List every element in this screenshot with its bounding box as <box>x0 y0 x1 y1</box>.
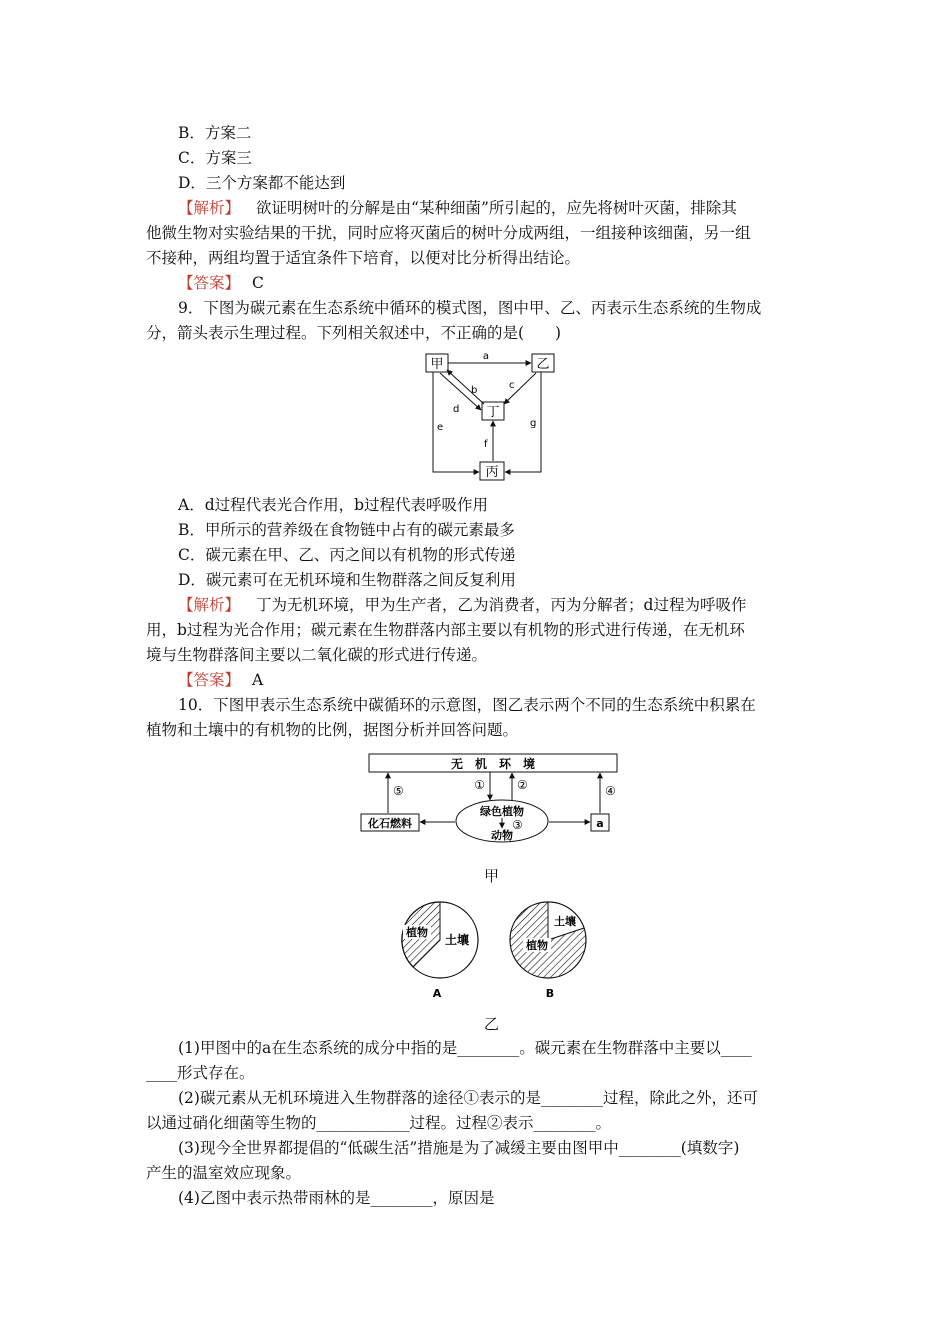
num-3: ③ <box>512 818 523 832</box>
q10-stem-line1: 10．下图甲表示生态系统中碳循环的示意图，图乙表示两个不同的生态系统中积累在 <box>178 696 756 714</box>
pie-b-soil-label: 土壤 <box>554 915 576 928</box>
fig-jia-caption: 甲 <box>484 867 500 885</box>
env-label: 无 机 环 境 <box>450 757 536 771</box>
q10-figure-jia <box>355 748 630 848</box>
q8-option-b: B．方案二 <box>178 124 252 142</box>
num-2: ② <box>517 778 528 792</box>
q9-stem-line1: 9．下图为碳元素在生态系统中循环的模式图，图中甲、乙、丙表示生态系统的生物成 <box>178 299 762 317</box>
q10-part1-line2: ____形式存在。 <box>146 1064 255 1082</box>
answer-value: A <box>252 671 264 689</box>
node-jia: 甲 <box>430 357 444 372</box>
answer-value: C <box>252 274 264 292</box>
analysis-text: 欲证明树叶的分解是由“某种细菌”所引起的，应先将树叶灭菌，排除其 <box>256 199 737 217</box>
animal-label: 动物 <box>491 829 513 842</box>
q8-analysis-line2: 他微生物对实验结果的干扰，同时应将灭菌后的树叶分成两组，一组接种该细菌，另一组 <box>146 224 751 242</box>
q10-part1-line1: (1)甲图中的a在生态系统的成分中指的是________。碳元素在生物群落中主要以____ <box>178 1039 752 1057</box>
label-d: d <box>453 404 460 415</box>
label-e: e <box>437 422 444 433</box>
analysis-tag: 【解析】 <box>178 596 241 614</box>
node-yi: 乙 <box>536 357 550 372</box>
pie-a-soil-label: 土壤 <box>444 933 470 947</box>
plant-label: 绿色植物 <box>480 805 524 818</box>
q8-option-d: D．三个方案都不能达到 <box>178 174 346 192</box>
a-label: a <box>596 817 604 830</box>
pie-b-caption: B <box>545 987 555 1000</box>
q10-part3-line1: (3)现今全世界都提倡的“低碳生活”措施是为了减缓主要由图甲中________(填数字) <box>178 1139 740 1157</box>
q10-part2-line2: 以通过硝化细菌等生物的____________过程。过程②表示________。 <box>146 1114 612 1132</box>
answer-tag: 【答案】 <box>178 274 241 292</box>
num-5: ⑤ <box>393 784 404 798</box>
q10-part2-line1: (2)碳元素从无机环境进入生物群落的途径①表示的是________过程，除此之外，还可 <box>178 1089 758 1107</box>
q9-option-d: D．碳元素可在无机环境和生物群落之间反复利用 <box>178 571 516 589</box>
q10-part3-line2: 产生的温室效应现象。 <box>146 1164 302 1182</box>
num-1: ① <box>474 778 485 792</box>
q9-option-a: A．d过程代表光合作用，b过程代表呼吸作用 <box>178 496 489 514</box>
pie-a-plant-label: 植物 <box>406 926 428 939</box>
q8-analysis-line3: 不接种，两组均置于适宜条件下培育，以便对比分析得出结论。 <box>146 249 581 267</box>
node-bing: 丙 <box>485 465 499 480</box>
arrow-b <box>447 370 484 404</box>
q8-analysis-line1 <box>178 198 737 218</box>
pie-b-plant-label: 植物 <box>526 939 548 952</box>
q9-analysis-line3: 境与生物群落间主要以二氧化碳的形式进行传递。 <box>146 646 488 664</box>
q9-option-c: C．碳元素在甲、乙、丙之间以有机物的形式传递 <box>178 546 516 564</box>
analysis-tag: 【解析】 <box>178 199 241 217</box>
label-b: b <box>471 385 478 396</box>
q9-answer <box>178 670 263 690</box>
analysis-text: 丁为无机环境，甲为生产者，乙为消费者，丙为分解者；d过程为呼吸作 <box>256 596 747 614</box>
q9-option-b: B．甲所示的营养级在食物链中占有的碳元素最多 <box>178 521 515 539</box>
q9-stem-line2: 分，箭头表示生理过程。下列相关叙述中，不正确的是( ) <box>146 324 562 342</box>
q8-option-c: C．方案三 <box>178 149 252 167</box>
pie-a-caption: A <box>432 987 442 1000</box>
num-4: ④ <box>605 784 616 798</box>
q8-answer <box>178 273 264 293</box>
q9-analysis-line2: 用，b过程为光合作用；碳元素在生物群落内部主要以有机物的形式进行传递，在无机环 <box>146 621 745 639</box>
label-f: f <box>484 439 488 450</box>
fossil-label: 化石燃料 <box>368 817 412 830</box>
answer-tag: 【答案】 <box>178 671 241 689</box>
label-a: a <box>482 351 490 362</box>
q9-carbon-cycle-diagram <box>420 346 560 486</box>
q10-stem-line2: 植物和土壤中的有机物的比例，据图分析并回答问题。 <box>146 721 519 739</box>
q10-figure-yi <box>385 895 600 1005</box>
q10-part4-line1: (4)乙图中表示热带雨林的是________，原因是 <box>178 1189 495 1207</box>
label-g: g <box>530 418 537 429</box>
q9-analysis-line1 <box>178 595 746 615</box>
fig-yi-caption: 乙 <box>484 1015 500 1033</box>
node-ding: 丁 <box>486 405 500 420</box>
label-c: c <box>509 380 515 391</box>
